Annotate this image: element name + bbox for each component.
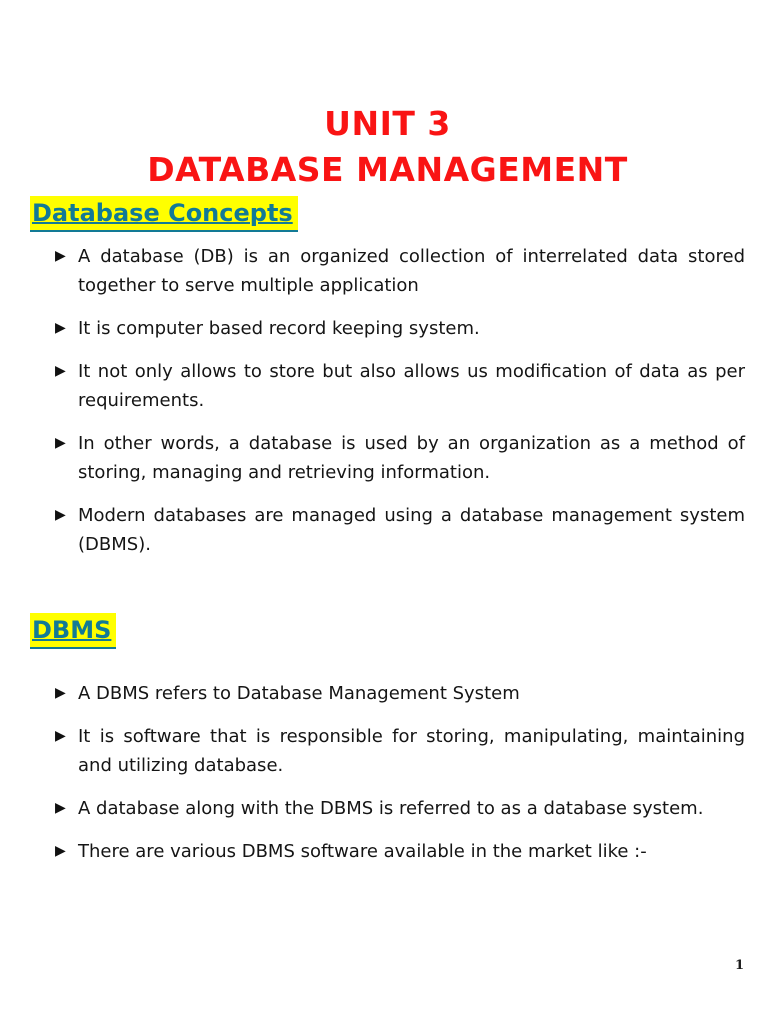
bullet-item — [55, 501, 745, 559]
title-line-2: DATABASE MANAGEMENT — [147, 150, 628, 189]
triangle-bullet-icon: ▶ — [55, 843, 66, 859]
bullet-item — [55, 357, 745, 415]
bullet-text: It not only allows to store but also allows us modification of data as per requirements. — [78, 361, 745, 411]
section-heading-database-concepts — [30, 196, 745, 234]
section-heading-text: Database Concepts — [30, 196, 298, 232]
section-heading-text: DBMS — [30, 613, 116, 649]
page-number: 1 — [734, 958, 744, 973]
bullet-text: A DBMS refers to Database Management System — [78, 683, 520, 704]
bullet-text: Modern databases are managed using a database management system (DBMS). — [78, 505, 745, 555]
section-heading-dbms — [30, 613, 745, 651]
triangle-bullet-icon: ▶ — [55, 507, 66, 523]
bullet-item — [55, 837, 745, 866]
triangle-bullet-icon: ▶ — [55, 685, 66, 701]
bullet-item — [55, 314, 745, 343]
bullet-item — [55, 722, 745, 780]
bullet-text: A database (DB) is an organized collection of interrelated data stored together to serve multiple application — [78, 246, 745, 296]
bullet-text: It is computer based record keeping system. — [78, 318, 480, 339]
bullet-item — [55, 679, 745, 708]
database-concepts-bullet-list — [30, 242, 745, 559]
bullet-item — [55, 429, 745, 487]
triangle-bullet-icon: ▶ — [55, 728, 66, 744]
bullet-item — [55, 242, 745, 300]
triangle-bullet-icon: ▶ — [55, 800, 66, 816]
dbms-bullet-list — [30, 679, 745, 866]
triangle-bullet-icon: ▶ — [55, 320, 66, 336]
title-line-1: UNIT 3 — [324, 104, 451, 143]
bullet-text: There are various DBMS software available in the market like :- — [78, 841, 647, 862]
triangle-bullet-icon: ▶ — [55, 435, 66, 451]
triangle-bullet-icon: ▶ — [55, 248, 66, 264]
bullet-text: A database along with the DBMS is referred to as a database system. — [78, 798, 704, 819]
bullet-text: It is software that is responsible for storing, manipulating, maintaining and utilizing database. — [78, 726, 745, 776]
triangle-bullet-icon: ▶ — [55, 363, 66, 379]
bullet-item — [55, 794, 745, 823]
bullet-text: In other words, a database is used by an organization as a method of storing, managing and retrieving information. — [78, 433, 745, 483]
